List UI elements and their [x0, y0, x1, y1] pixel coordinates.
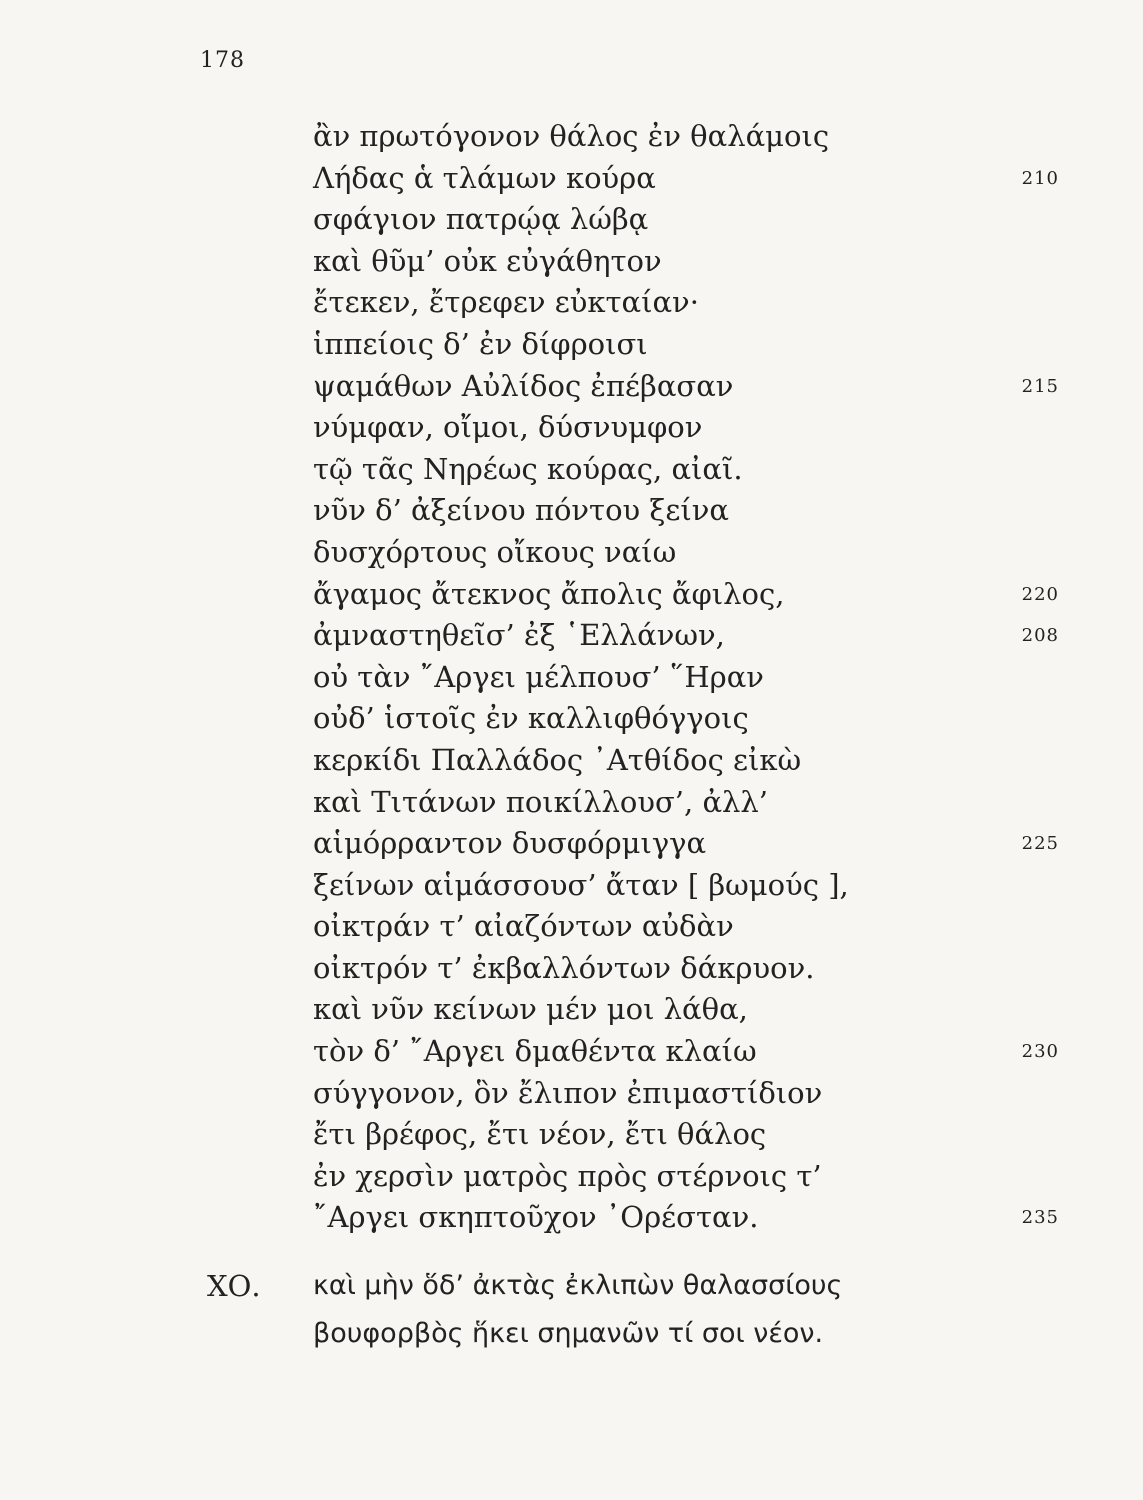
verse-text: ἔτεκεν, ἔτρεφεν εὐκταίαν·: [313, 285, 699, 320]
chorus-line: [207, 1310, 1007, 1358]
line-number: 215: [1021, 375, 1059, 397]
verse-text: ξείνων αἱμάσσουσ’ ἄταν [ βωμούς ],: [313, 867, 849, 902]
line-number: 235: [1021, 1207, 1059, 1229]
verse-text: τὸν δ’ ῎Αργει δμαθέντα κλαίω: [313, 1034, 757, 1069]
verse-text: κερκίδι Παλλάδος ᾿Ατθίδος εἰκὼ: [313, 742, 802, 777]
verse-line: [313, 490, 1073, 532]
verse-line: [313, 1114, 1073, 1156]
verse-text: ἔτι βρέφος, ἔτι νέον, ἔτι θάλος: [313, 1117, 767, 1152]
verse-block: [313, 116, 1073, 1239]
verse-text: νῦν δ’ ἀξείνου πόντου ξείνα: [313, 493, 729, 528]
verse-text: τῷ τᾶς Νηρέως κούρας, αἰαῖ.: [313, 451, 743, 486]
page-number: 178: [200, 48, 245, 73]
verse-text: ἄγαμος ἄτεκνος ἄπολις ἄφιλος,: [313, 576, 785, 611]
verse-text: ἂν πρωτόγονον θάλος ἐν θαλάμοις: [313, 119, 830, 153]
verse-text: ἀμναστηθεῖσ’ ἐξ ῾Ελλάνων,: [313, 618, 725, 653]
verse-text: αἱμόρραντον δυσφόρμιγγα: [313, 826, 707, 861]
verse-text: δυσχόρτους οἴκους ναίω: [313, 534, 677, 569]
verse-text: οἰκτράν τ’ αἰαζόντων αὐδὰν: [313, 909, 734, 944]
chorus-block: [207, 1262, 1007, 1358]
line-number: 220: [1021, 583, 1059, 605]
verse-text: ἱππείοις δ’ ἐν δίφροισι: [313, 326, 648, 361]
verse-line: [313, 782, 1073, 824]
verse-line: [313, 698, 1073, 740]
verse-line: [313, 574, 1073, 616]
verse-line: [313, 615, 1073, 657]
verse-line: [313, 1156, 1073, 1198]
verse-text: οὐ τὰν ῎Αργει μέλπουσ’ ῞Ηραν: [313, 659, 764, 694]
verse-text: ψαμάθων Αὐλίδος ἐπέβασαν: [313, 368, 734, 403]
verse-text: Λήδας ἁ τλάμων κούρα: [313, 160, 656, 195]
line-number: 230: [1021, 1041, 1059, 1063]
verse-line: [313, 449, 1073, 491]
line-number: 208: [1021, 625, 1059, 647]
verse-text: ῎Αργει σκηπτοῦχον ᾿Ορέσταν.: [313, 1200, 759, 1235]
verse-line: [313, 989, 1073, 1031]
verse-line: [313, 158, 1073, 200]
verse-line: [313, 116, 1073, 158]
chorus-line: [207, 1262, 1007, 1310]
chorus-text: βουφορβὸς ἥκει σημανῶν τί σοι νέον.: [313, 1318, 824, 1349]
verse-line: [313, 324, 1073, 366]
verse-line: [313, 1031, 1073, 1073]
verse-text: νύμφαν, οἴμοι, δύσνυμφον: [313, 410, 703, 445]
verse-line: [313, 1197, 1073, 1239]
verse-line: [313, 906, 1073, 948]
chorus-text: καὶ μὴν ὅδ’ ἀκτὰς ἐκλιπὼν θαλασσίους: [313, 1270, 843, 1301]
verse-text: καὶ Τιτάνων ποικίλλουσ’, ἀλλ’: [313, 784, 769, 819]
verse-text: καὶ θῦμ’ οὐκ εὐγάθητον: [313, 243, 662, 278]
verse-line: [313, 282, 1073, 324]
verse-line: [313, 823, 1073, 865]
verse-text: σύγγονον, ὃν ἔλιπον ἐπιμαστίδιον: [313, 1075, 823, 1110]
verse-text: καὶ νῦν κείνων μέν μοι λάθα,: [313, 992, 748, 1027]
verse-text: ἐν χερσὶν ματρὸς πρὸς στέρνοις τ’: [313, 1158, 822, 1193]
verse-line: [313, 366, 1073, 408]
verse-line: [313, 241, 1073, 283]
line-number: 210: [1021, 167, 1059, 189]
verse-line: [313, 532, 1073, 574]
verse-line: [313, 740, 1073, 782]
verse-line: [313, 407, 1073, 449]
verse-text: οἰκτρόν τ’ ἐκβαλλόντων δάκρυον.: [313, 950, 815, 985]
verse-line: [313, 865, 1073, 907]
speaker-label: ΧΟ.: [207, 1269, 261, 1303]
verse-line: [313, 1073, 1073, 1115]
verse-text: σφάγιον πατρῴᾳ λώβᾳ: [313, 202, 649, 237]
verse-line: [313, 199, 1073, 241]
verse-line: [313, 657, 1073, 699]
verse-text: οὐδ’ ἱστοῖς ἐν καλλιφθόγγοις: [313, 701, 749, 736]
line-number: 225: [1021, 833, 1059, 855]
verse-line: [313, 948, 1073, 990]
